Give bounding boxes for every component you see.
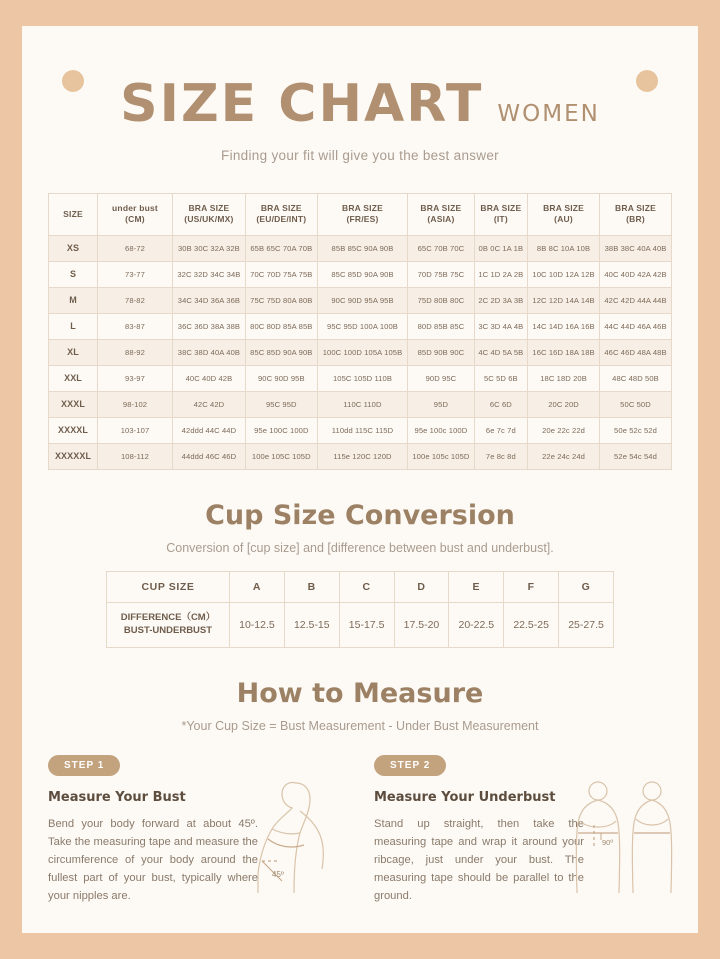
steps-container bbox=[48, 755, 672, 906]
cell-eu: 75C 75D 80A 80B bbox=[245, 287, 317, 313]
cell-au: 18C 18D 20B bbox=[528, 365, 600, 391]
cell-size: XXL bbox=[49, 365, 98, 391]
cell-asia: 80D 85B 85C bbox=[408, 313, 474, 339]
cup-e: E bbox=[449, 571, 504, 602]
cell-br: 46C 46D 48A 48B bbox=[600, 339, 672, 365]
cell-underbust: 68-72 bbox=[98, 235, 173, 261]
size-table bbox=[48, 193, 672, 470]
cell-us: 42C 42D bbox=[173, 391, 246, 417]
cell-us: 42ddd 44C 44D bbox=[173, 417, 246, 443]
measure-section-subtitle: *Your Cup Size = Bust Measurement - Under Bust Measurement bbox=[181, 718, 539, 733]
cell-it: 5C 5D 6B bbox=[474, 365, 527, 391]
column-header-us-uk-mx: BRA SIZE (US/UK/MX) bbox=[173, 194, 246, 236]
cup-section-title: Cup Size Conversion bbox=[205, 499, 515, 531]
step-1 bbox=[48, 755, 346, 906]
cell-au: 8B 8C 10A 10B bbox=[528, 235, 600, 261]
cell-br: 50C 50D bbox=[600, 391, 672, 417]
cell-au: 22e 24c 24d bbox=[528, 443, 600, 469]
difference-c: 15-17.5 bbox=[339, 602, 394, 647]
cell-us: 44ddd 46C 46D bbox=[173, 443, 246, 469]
cell-us: 40C 40D 42B bbox=[173, 365, 246, 391]
bust-measure-illustration bbox=[238, 777, 350, 895]
difference-label: DIFFERENCE（CM） BUST-UNDERBUST bbox=[107, 602, 230, 647]
cell-asia: 70D 75B 75C bbox=[408, 261, 474, 287]
cup-difference-row bbox=[107, 602, 614, 647]
table-row bbox=[49, 391, 672, 417]
step-2-badge: STEP 2 bbox=[374, 755, 446, 776]
cell-size: XS bbox=[49, 235, 98, 261]
size-chart-sheet bbox=[22, 26, 698, 933]
step-1-badge: STEP 1 bbox=[48, 755, 120, 776]
cell-fr: 100C 100D 105A 105B bbox=[317, 339, 407, 365]
table-row bbox=[49, 339, 672, 365]
underbust-measure-illustration bbox=[564, 777, 676, 895]
header bbox=[22, 26, 698, 163]
cell-asia: 85D 90B 90C bbox=[408, 339, 474, 365]
cell-fr: 115e 120C 120D bbox=[317, 443, 407, 469]
cell-br: 38B 38C 40A 40B bbox=[600, 235, 672, 261]
cell-au: 12C 12D 14A 14B bbox=[528, 287, 600, 313]
step-1-angle: 45º bbox=[272, 869, 284, 879]
difference-d: 17.5-20 bbox=[394, 602, 449, 647]
column-header-eu-de-int: BRA SIZE (EU/DE/INT) bbox=[245, 194, 317, 236]
table-row bbox=[49, 313, 672, 339]
cell-underbust: 103-107 bbox=[98, 417, 173, 443]
cell-br: 52e 54c 54d bbox=[600, 443, 672, 469]
cell-au: 10C 10D 12A 12B bbox=[528, 261, 600, 287]
cell-asia: 65C 70B 70C bbox=[408, 235, 474, 261]
cell-underbust: 73-77 bbox=[98, 261, 173, 287]
cell-asia: 100e 105c 105D bbox=[408, 443, 474, 469]
cell-it: 4C 4D 5A 5B bbox=[474, 339, 527, 365]
step-2 bbox=[374, 755, 672, 906]
cell-asia: 75D 80B 80C bbox=[408, 287, 474, 313]
table-row bbox=[49, 261, 672, 287]
cell-au: 16C 16D 18A 18B bbox=[528, 339, 600, 365]
cell-us: 34C 34D 36A 36B bbox=[173, 287, 246, 313]
cell-eu: 65B 65C 70A 70B bbox=[245, 235, 317, 261]
column-header-size: SIZE bbox=[49, 194, 98, 236]
cup-g: G bbox=[559, 571, 614, 602]
cell-br: 40C 40D 42A 42B bbox=[600, 261, 672, 287]
cell-eu: 95C 95D bbox=[245, 391, 317, 417]
cup-c: C bbox=[339, 571, 394, 602]
cell-underbust: 98-102 bbox=[98, 391, 173, 417]
table-row bbox=[49, 365, 672, 391]
cell-asia: 95D bbox=[408, 391, 474, 417]
page-title: SIZE CHART bbox=[120, 74, 484, 134]
cup-section-subtitle: Conversion of [cup size] and [difference between bust and underbust]. bbox=[166, 540, 554, 555]
step-1-body: Bend your body forward at about 45º. Take the measuring tape and measure the circumference of your body around the fullest part of your bust, typically where your nipples are. bbox=[48, 817, 258, 903]
column-header-underbust: under bust (CM) bbox=[98, 194, 173, 236]
cell-fr: 85C 85D 90A 90B bbox=[317, 261, 407, 287]
cell-it: 7e 8c 8d bbox=[474, 443, 527, 469]
cell-eu: 95e 100C 100D bbox=[245, 417, 317, 443]
step-2-heading: Measure Your Underbust bbox=[374, 789, 556, 805]
cell-it: 0B 0C 1A 1B bbox=[474, 235, 527, 261]
cell-size: L bbox=[49, 313, 98, 339]
cell-br: 50e 52c 52d bbox=[600, 417, 672, 443]
cell-eu: 70C 70D 75A 75B bbox=[245, 261, 317, 287]
decorative-dot-right bbox=[636, 70, 658, 92]
column-header-au: BRA SIZE (AU) bbox=[528, 194, 600, 236]
cell-underbust: 78-82 bbox=[98, 287, 173, 313]
cell-size: M bbox=[49, 287, 98, 313]
table-row bbox=[49, 443, 672, 469]
column-header-br: BRA SIZE (BR) bbox=[600, 194, 672, 236]
cell-underbust: 83-87 bbox=[98, 313, 173, 339]
column-header-fr-es: BRA SIZE (FR/ES) bbox=[317, 194, 407, 236]
cell-us: 32C 32D 34C 34B bbox=[173, 261, 246, 287]
difference-e: 20-22.5 bbox=[449, 602, 504, 647]
cell-size: S bbox=[49, 261, 98, 287]
cell-eu: 90C 90D 95B bbox=[245, 365, 317, 391]
cell-fr: 110C 110D bbox=[317, 391, 407, 417]
cell-au: 20C 20D bbox=[528, 391, 600, 417]
step-1-heading: Measure Your Bust bbox=[48, 789, 186, 805]
cup-header-row bbox=[107, 571, 614, 602]
cell-au: 14C 14D 16A 16B bbox=[528, 313, 600, 339]
cell-it: 6C 6D bbox=[474, 391, 527, 417]
cup-b: B bbox=[284, 571, 339, 602]
difference-b: 12.5-15 bbox=[284, 602, 339, 647]
cell-au: 20e 22c 22d bbox=[528, 417, 600, 443]
cell-eu: 80C 80D 85A 85B bbox=[245, 313, 317, 339]
cell-br: 48C 48D 50B bbox=[600, 365, 672, 391]
measure-section-title: How to Measure bbox=[236, 677, 484, 709]
table-row bbox=[49, 287, 672, 313]
step-2-angle: 90º bbox=[602, 837, 614, 847]
size-table-container bbox=[48, 193, 672, 470]
cell-it: 3C 3D 4A 4B bbox=[474, 313, 527, 339]
cell-us: 38C 38D 40A 40B bbox=[173, 339, 246, 365]
page-title-suffix: WOMEN bbox=[497, 101, 600, 127]
cell-it: 1C 1D 2A 2B bbox=[474, 261, 527, 287]
cup-f: F bbox=[504, 571, 559, 602]
cell-underbust: 108-112 bbox=[98, 443, 173, 469]
cell-eu: 100e 105C 105D bbox=[245, 443, 317, 469]
difference-f: 22.5-25 bbox=[504, 602, 559, 647]
difference-a: 10-12.5 bbox=[230, 602, 285, 647]
cup-table-container bbox=[106, 571, 614, 648]
cell-fr: 105C 105D 110B bbox=[317, 365, 407, 391]
cell-fr: 85B 85C 90A 90B bbox=[317, 235, 407, 261]
cell-underbust: 88-92 bbox=[98, 339, 173, 365]
cell-asia: 95e 100c 100D bbox=[408, 417, 474, 443]
cell-underbust: 93-97 bbox=[98, 365, 173, 391]
tagline: Finding your fit will give you the best answer bbox=[221, 148, 499, 163]
cell-us: 36C 36D 38A 38B bbox=[173, 313, 246, 339]
decorative-dot-left bbox=[62, 70, 84, 92]
column-header-asia: BRA SIZE (ASIA) bbox=[408, 194, 474, 236]
table-row bbox=[49, 235, 672, 261]
step-2-body: Stand up straight, then take the measuring tape and wrap it around your ribcage, just under your bust. The measuring tape should be parallel to the ground. bbox=[374, 817, 584, 903]
cell-it: 2C 2D 3A 3B bbox=[474, 287, 527, 313]
table-row bbox=[49, 417, 672, 443]
cup-d: D bbox=[394, 571, 449, 602]
cup-a: A bbox=[230, 571, 285, 602]
cell-size: XL bbox=[49, 339, 98, 365]
cup-size-table bbox=[106, 571, 614, 648]
cell-fr: 90C 90D 95A 95B bbox=[317, 287, 407, 313]
cell-it: 6e 7c 7d bbox=[474, 417, 527, 443]
table-header-row bbox=[49, 194, 672, 236]
cell-asia: 90D 95C bbox=[408, 365, 474, 391]
cell-us: 30B 30C 32A 32B bbox=[173, 235, 246, 261]
cell-eu: 85C 85D 90A 90B bbox=[245, 339, 317, 365]
cell-br: 42C 42D 44A 44B bbox=[600, 287, 672, 313]
cup-size-label: CUP SIZE bbox=[107, 571, 230, 602]
cell-size: XXXXL bbox=[49, 417, 98, 443]
cell-fr: 110dd 115C 115D bbox=[317, 417, 407, 443]
cell-size: XXXXXL bbox=[49, 443, 98, 469]
column-header-it: BRA SIZE (IT) bbox=[474, 194, 527, 236]
cell-br: 44C 44D 46A 46B bbox=[600, 313, 672, 339]
difference-g: 25-27.5 bbox=[559, 602, 614, 647]
cell-size: XXXL bbox=[49, 391, 98, 417]
cell-fr: 95C 95D 100A 100B bbox=[317, 313, 407, 339]
